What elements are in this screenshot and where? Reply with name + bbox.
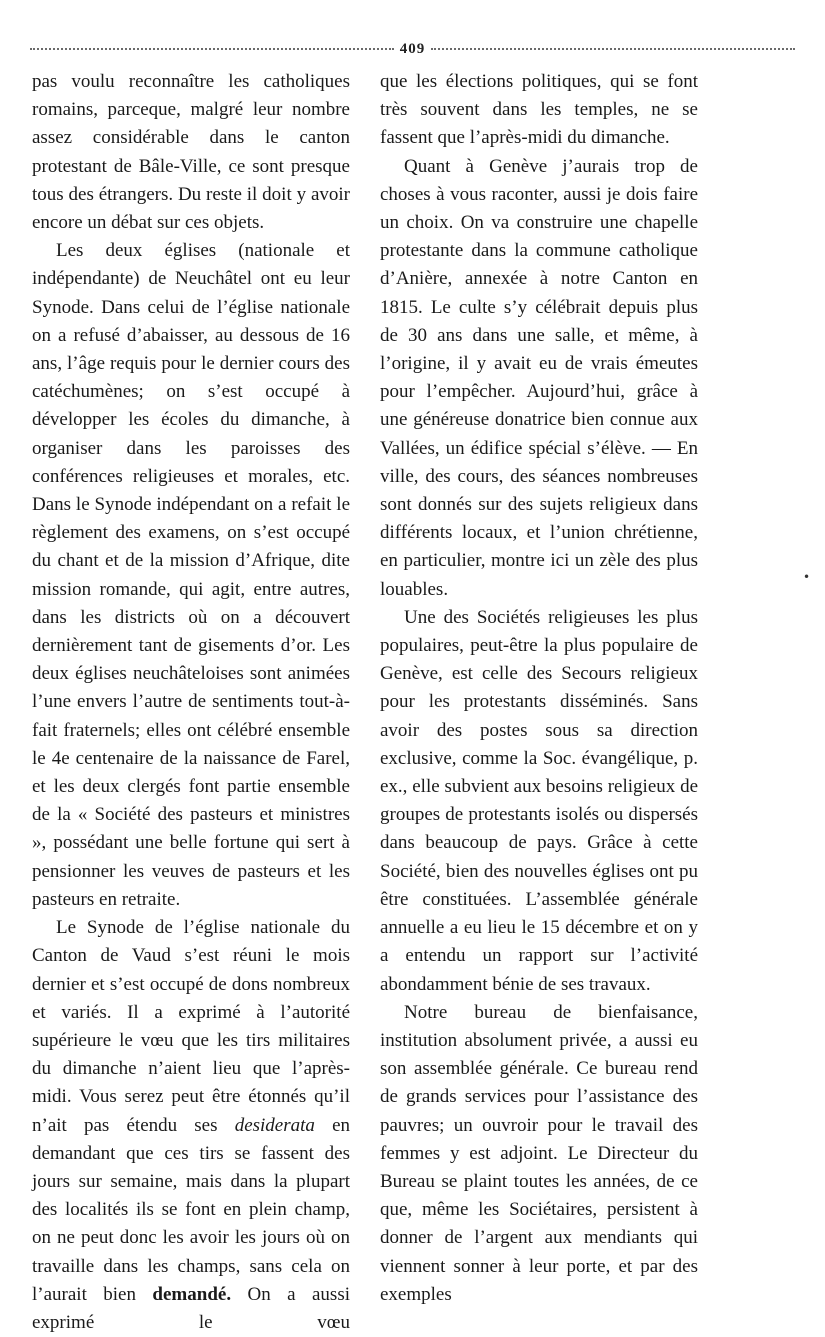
paragraph-vaud-text-b: en demandant que ces tirs se fassent des jours sur semaine, mais dans la plupart des localités ils se font en plein champ, on ne peut donc les avoir les jours où on travaille dans les champs, sans cela on l’aurait bien <box>32 1114 351 1305</box>
paragraph-vaud-text-a: Le Synode de l’église nationale du Canton de Vaud s’est réuni le mois dernier et s’est occupé de dons nombreux et variés. Il a exprimé à l’autorité supérieure le vœu que les tirs militaires du dimanche n’aient lieu que l’après-midi. Vous serez peut être étonnés qu’il n’ait pas étendu ses <box>32 917 350 1136</box>
header-rule-right <box>431 48 795 50</box>
page-header <box>30 38 795 60</box>
paragraph-vaud-text-c: On a aussi exprimé le vœu <box>32 1283 350 1333</box>
page-number: 409 <box>399 40 426 57</box>
paragraph-vaud <box>32 914 350 1337</box>
paragraph-vaud-bold: demandé. <box>152 1283 232 1305</box>
paragraph-secours: Une des Sociétés religieuses les plus populaires, peut-être la plus populaire de Genève, est celle des Secours religieux pour les protestants disséminés. Sans avoir des postes sous sa direction exclusive, comme la Soc. évangélique, p. ex., elle subvient aux besoins religieux de groupes de protestants isolés ou dispersés dans beaucoup de pays. Grâce à cette Société, bien des nouvelles églises ont pu être constituées. L’assemblée générale annuelle a eu lieu le 15 décembre et on y a entendu un rapport sur l’activité abondamment bénie de ses travaux. <box>380 606 698 995</box>
right-column <box>380 68 698 1309</box>
paragraph-vaud-emphasis: desiderata <box>234 1114 315 1136</box>
paragraph-bienfaisance: Notre bureau de bienfaisance, institution absolument privée, a aussi eu son assemblée générale. Ce bureau rend de grands services pour l’assistance des pauvres; un ouvroir pour le travail des femmes y est adjoint. Le Directeur du Bureau se plaint toutes les années, de ce que, même les Sociétaires, persistent à donner de l’argent aux mendiants qui viennent sonner à leur porte, et par des exemples <box>380 1001 698 1305</box>
paragraph-geneve: Quant à Genève j’aurais trop de choses à vous raconter, aussi je dois faire un choix. On va construire une chapelle protestante dans la commune catholique d’Anière, annexée à notre Canton en 1815. Le culte s’y célébrait depuis plus de 30 ans dans une salle, et même, à l’origine, il y avait eu de vrais émeutes pour l’empêcher. Aujourd’hui, grâce à une généreuse donatrice bien connue aux Vallées, un édifice spécial s’élève. — En ville, des cours, des séances nombreuses sont donnés sur des sujets religieux dans différents locaux, et l’union chrétienne, en particulier, montre ici un zèle des plus louables. <box>380 155 698 600</box>
paragraph-basel: pas voulu reconnaître les catholiques romains, parceque, malgré leur nombre assez considérable dans le canton protestant de Bâle-Ville, ce sont presque tous des étrangers. Du reste il doit y avoir encore un débat sur ces objets. <box>32 71 350 234</box>
margin-mark: • <box>803 570 811 584</box>
left-column <box>32 68 350 1337</box>
paragraph-neuchatel: Les deux églises (nationale et indépendante) de Neuchâtel ont eu leur Synode. Dans celui de l’église nationale on a refusé d’abaisser, au dessous de 16 ans, l’âge requis pour le dernier cours des catéchumènes; on s’est occupé à développer les écoles du dimanche, à organiser dans les paroisses des conférences religieuses et morales, etc. Dans le Synode indépendant on a refait le règlement des examens, on s’est occupé du chant et de la mission d’Afrique, dite mission romande, qui agit, entre autres, dans les districts où on a découvert dernièrement tant de gisements d’or. Les deux églises neuchâteloises sont animées l’une envers l’autre de sentiments tout-à-fait fraternels; elles ont célébré ensemble le 4e centenaire de la naissance de Farel, et les deux clergés font partie ensemble de la « Société des pasteurs et ministres », possédant une belle fortune qui sert à pensionner les veuves de pasteurs et les pasteurs en retraite. <box>32 240 350 910</box>
header-rule-left <box>30 48 394 50</box>
paragraph-elections: que les élections politiques, qui se font très souvent dans les temples, ne se fassent que l’après-midi du dimanche. <box>380 71 698 149</box>
